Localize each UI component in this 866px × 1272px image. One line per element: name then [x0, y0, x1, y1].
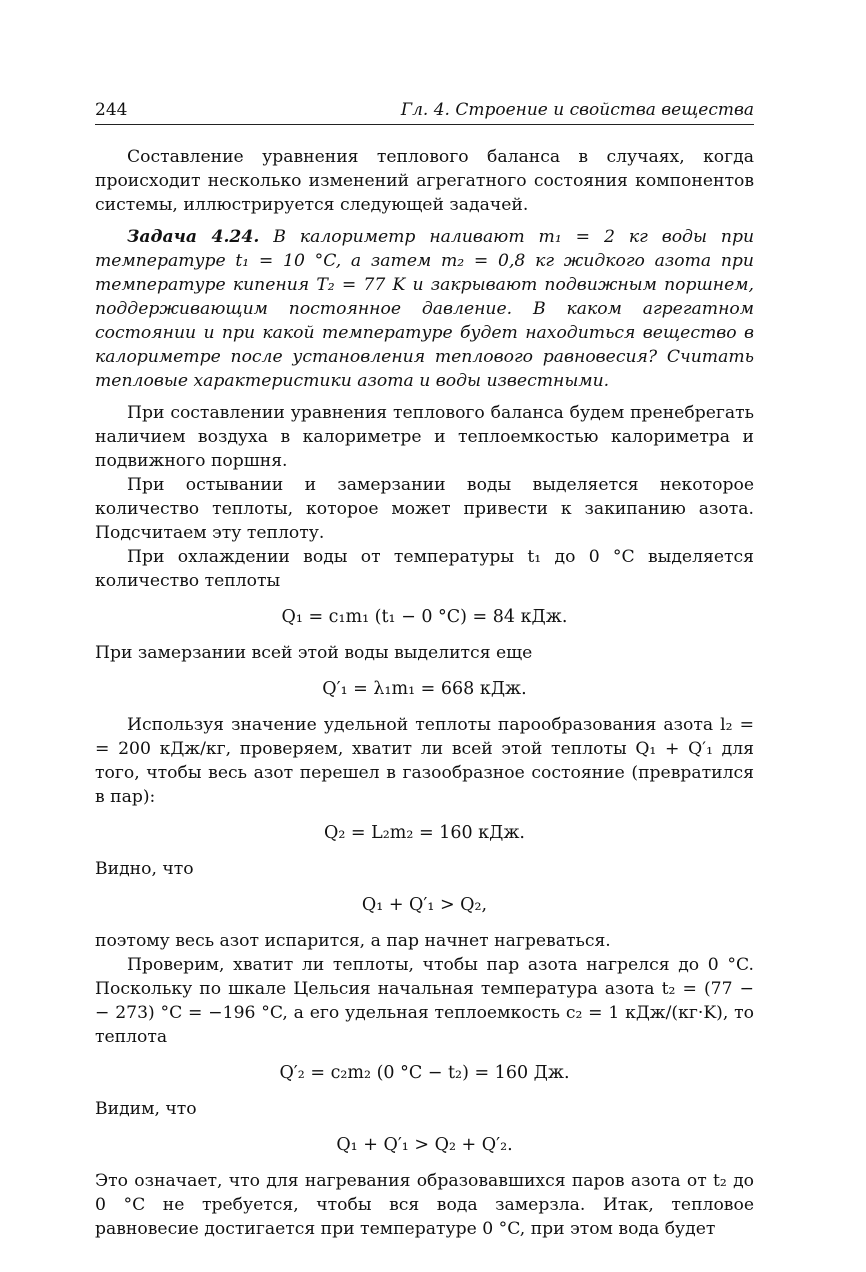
paragraph-conclusion: Это означает, что для нагревания образовавшихся паров азота от t₂ до 0 °C не требуется, чтобы вся вода замерзла. Итак, тепловое равновесие достигается при температуре 0 °C, при этом вода будет — [95, 1171, 754, 1239]
paragraph-cooling: При охлаждении воды от температуры t₁ до 0 °C выделяется количество теплоты — [95, 547, 754, 591]
equation-inequality-1: Q₁ + Q′₁ > Q₂, — [361, 895, 488, 915]
paragraph-evaporates: поэтому весь азот испарится, а пар начнет нагреваться. — [95, 931, 611, 951]
task-label: Задача 4.24. — [127, 227, 260, 247]
equation-inequality-2: Q₁ + Q′₁ > Q₂ + Q′₂. — [336, 1135, 513, 1155]
paragraph-vaporization: Используя значение удельной теплоты парообразования азота l₂ = = 200 кДж/кг, проверяем, хватит ли всей этой теплоты Q₁ + Q′₁ для того, чтобы весь азот перешел в газообразное состояние (превратился в пар): — [95, 715, 754, 807]
equation-q2-prime: Q′₂ = c₂m₂ (0 °C − t₂) = 160 Дж. — [279, 1063, 570, 1083]
paragraph-check-heating: Проверим, хватит ли теплоты, чтобы пар азота нагрелся до 0 °C. Поскольку по шкале Цельсия начальная температура азота t₂ = (77 − − 273) °C = −196 °C, а его удельная теплоемкость c₂ = 1 кДж/(кг·K), то теплота — [95, 955, 754, 1047]
paragraph-freezing: При замерзании всей этой воды выделится еще — [95, 643, 533, 663]
page-number: 244 — [95, 100, 128, 120]
equation-q2: Q₂ = L₂m₂ = 160 кДж. — [324, 823, 525, 843]
assumption-paragraph: При составлении уравнения теплового баланса будем пренебрегать наличием воздуха в калориметре и теплоемкостью калориметра и подвижного поршня. — [95, 403, 754, 471]
book-page — [95, 100, 754, 1241]
task-text: В калориметр наливают m₁ = 2 кг воды при температуре t₁ = 10 °C, а затем m₂ = 0,8 кг жидкого азота при температуре кипения T₂ = 77 K и закрывают подвижным поршнем, поддерживающим постоянное давление. В каком агрегатном состоянии и при какой температуре будет находиться вещество в калориметре после установления теплового равновесия? Считать тепловые характеристики азота и воды известными. — [95, 227, 755, 391]
running-header — [95, 100, 754, 125]
paragraph-freezing-heat: При остывании и замерзании воды выделяется некоторое количество теплоты, которое может привести к закипанию азота. Подсчитаем эту теплоту. — [95, 475, 754, 543]
task-statement — [95, 225, 754, 393]
chapter-title: Гл. 4. Строение и свойства вещества — [400, 100, 754, 120]
intro-paragraph: Составление уравнения теплового баланса в случаях, когда происходит несколько изменений агрегатного состояния компонентов системы, иллюстрируется следующей задачей. — [95, 147, 754, 215]
paragraph-we-see: Видим, что — [95, 1099, 197, 1119]
paragraph-seen: Видно, что — [95, 859, 194, 879]
equation-q1-prime: Q′₁ = λ₁m₁ = 668 кДж. — [322, 679, 527, 699]
equation-q1: Q₁ = c₁m₁ (t₁ − 0 °C) = 84 кДж. — [281, 607, 568, 627]
